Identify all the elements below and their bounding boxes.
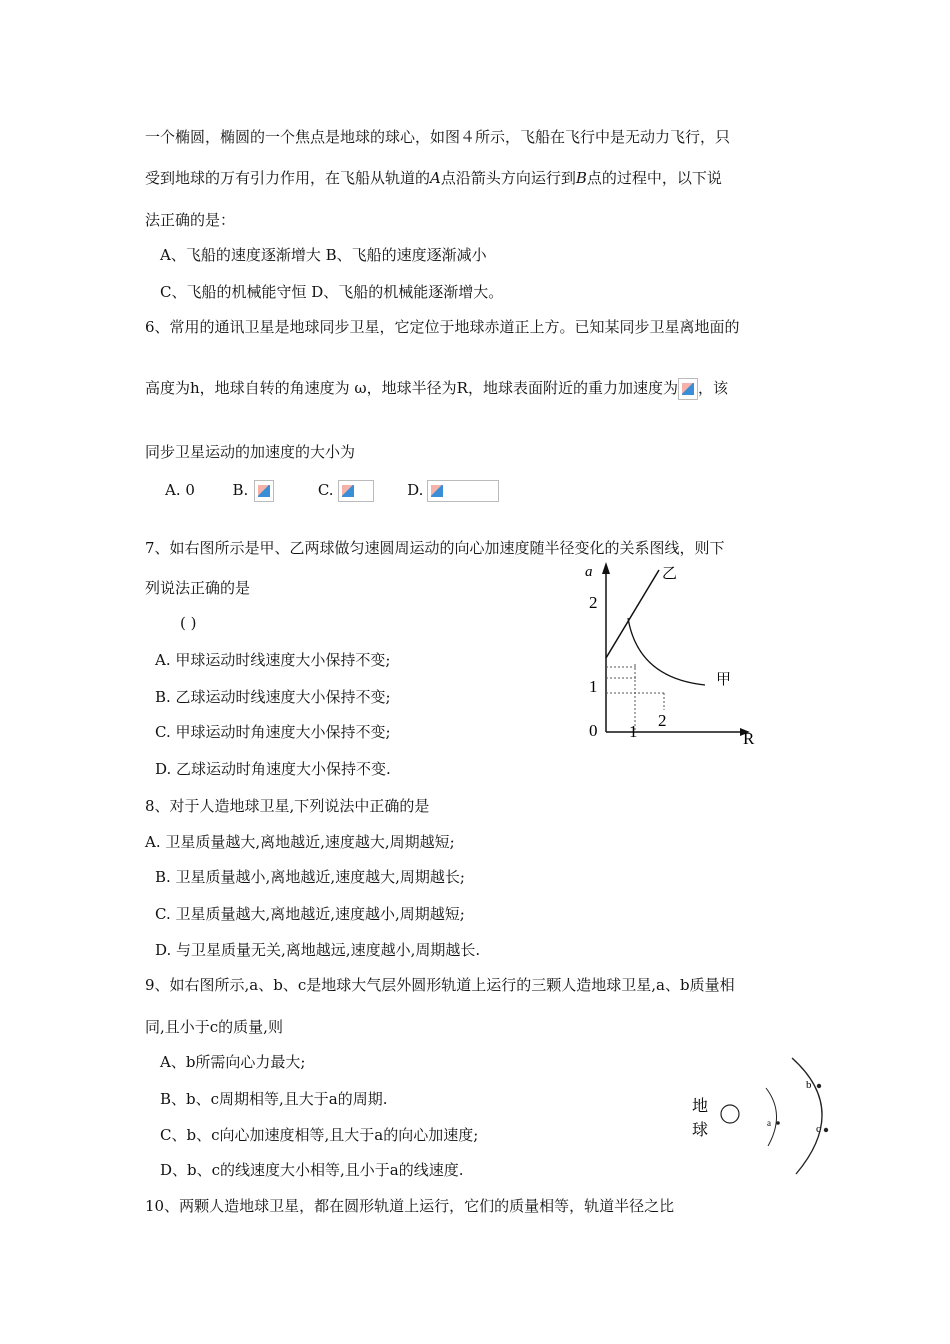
earth-label-char2: 球: [692, 1122, 709, 1139]
q6-option-c: C.: [317, 481, 334, 499]
gravity-symbol-image: [678, 378, 698, 400]
satellite-a-label: a: [767, 1118, 771, 1128]
satellite-c-label: c: [816, 1123, 821, 1135]
q9-option-b: B、b、c周期相等,且大于a的周期.: [160, 1090, 388, 1108]
q9-option-a: A、b所需向心力最大;: [160, 1053, 306, 1071]
q9-line1: 9、如右图所示,a、b、c是地球大气层外圆形轨道上运行的三颗人造地球卫星,a、b质量相: [145, 976, 735, 994]
q5-point-a: A: [430, 169, 441, 187]
q6-line1: 6、常用的通讯卫星是地球同步卫星，它定位于地球赤道正上方。已知某同步卫星离地面的: [145, 318, 740, 336]
q5-options-cd: C、飞船的机械能守恒 D、飞船的机械能逐渐增大。: [160, 283, 504, 301]
q5-line2a: 受到地球的万有引力作用，在飞船从轨道的: [145, 169, 431, 187]
q9-option-c: C、b、c向心加速度相等,且大于a的向心加速度;: [160, 1126, 479, 1144]
q5-options-ab: A、飞船的速度逐渐增大 B、飞船的速度逐渐减小: [160, 246, 487, 264]
tick-x1-label: 1: [629, 722, 638, 741]
curve-yi-line: [606, 570, 659, 658]
q5-line2: [145, 168, 722, 188]
y-axis-arrow: [602, 562, 610, 574]
q7-line2: 列说法正确的是: [145, 579, 251, 597]
q5-line2c: 点的过程中，以下说: [586, 169, 722, 187]
q5-line3: 法正确的是：: [145, 211, 236, 229]
tick-y2-label: 2: [589, 593, 598, 612]
q5-point-b: B: [575, 169, 587, 187]
q7-option-c: C. 甲球运动时角速度大小保持不变;: [155, 723, 391, 741]
q6-line2b: ，该: [697, 379, 728, 397]
curve-yi-label: 乙: [662, 566, 678, 582]
curve-jia-label: 甲: [716, 672, 732, 688]
satellite-c-dot: [824, 1128, 828, 1132]
q8-option-c: C. 卫星质量越大,离地越近,速度越小,周期越短;: [155, 905, 465, 923]
satellite-a-dot: [776, 1121, 780, 1125]
q8-line1: 8、对于人造地球卫星,下列说法中正确的是: [145, 797, 430, 815]
q7-option-d: D. 乙球运动时角速度大小保持不变.: [155, 760, 391, 778]
q9-line2: 同,且小于c的质量,则: [145, 1018, 283, 1036]
earth-label-char1: 地: [692, 1098, 709, 1115]
x-axis-label: R: [743, 729, 755, 748]
tick-y1-label: 1: [589, 677, 598, 696]
q6-line2a: 高度为h，地球自转的角速度为 ω，地球半径为R，地球表面附近的重力加速度为: [145, 379, 678, 397]
tick-x2-label: 2: [658, 711, 667, 730]
q7-acceleration-radius-graph: [580, 560, 780, 750]
satellite-b-dot: [817, 1084, 821, 1088]
q6-option-d: D.: [407, 481, 424, 499]
orbit-a-arc: [766, 1088, 777, 1146]
origin-label: 0: [589, 721, 598, 740]
q5-line1: 一个椭圆，椭圆的一个焦点是地球的球心，如图４所示，飞船在飞行中是无动力飞行，只: [145, 128, 731, 146]
q7-option-b: B. 乙球运动时线速度大小保持不变;: [155, 688, 391, 706]
q9-option-d: D、b、c的线速度大小相等,且小于a的线速度.: [160, 1161, 464, 1179]
curve-jia-hyperbola: [628, 618, 705, 685]
q6-line3: 同步卫星运动的加速度的大小为: [145, 443, 356, 461]
orbit-bc-arc: [792, 1058, 822, 1174]
option-d-formula-image: [427, 480, 499, 502]
q10-line1: 10、两颗人造地球卫星，都在圆形轨道上运行，它们的质量相等，轨道半径之比: [145, 1197, 675, 1215]
q6-line2: [145, 378, 728, 400]
q6-option-b: B.: [232, 481, 249, 499]
q5-line2b: 点沿箭头方向运行到: [440, 169, 576, 187]
option-b-formula-image: [254, 480, 274, 502]
q7-option-a: A. 甲球运动时线速度大小保持不变;: [155, 651, 391, 669]
satellite-b-label: b: [806, 1079, 812, 1091]
earth-circle: [721, 1105, 739, 1123]
q7-line1: 7、如右图所示是甲、乙两球做匀速圆周运动的向心加速度随半径变化的关系图线，则下: [145, 539, 725, 557]
q8-option-a: A. 卫星质量越大,离地越近,速度越大,周期越短;: [145, 833, 455, 851]
q7-answer-paren: ( ): [180, 614, 197, 632]
q8-option-d: D. 与卫星质量无关,离地越远,速度越小,周期越长.: [155, 941, 481, 959]
q8-option-b: B. 卫星质量越小,离地越近,速度越大,周期越长;: [155, 868, 465, 886]
q9-satellite-orbit-diagram: [680, 1050, 840, 1180]
y-axis-label: a: [585, 564, 593, 580]
option-c-formula-image: [338, 480, 374, 502]
q6-option-a: A. 0: [165, 481, 195, 499]
q6-options: [165, 480, 499, 502]
